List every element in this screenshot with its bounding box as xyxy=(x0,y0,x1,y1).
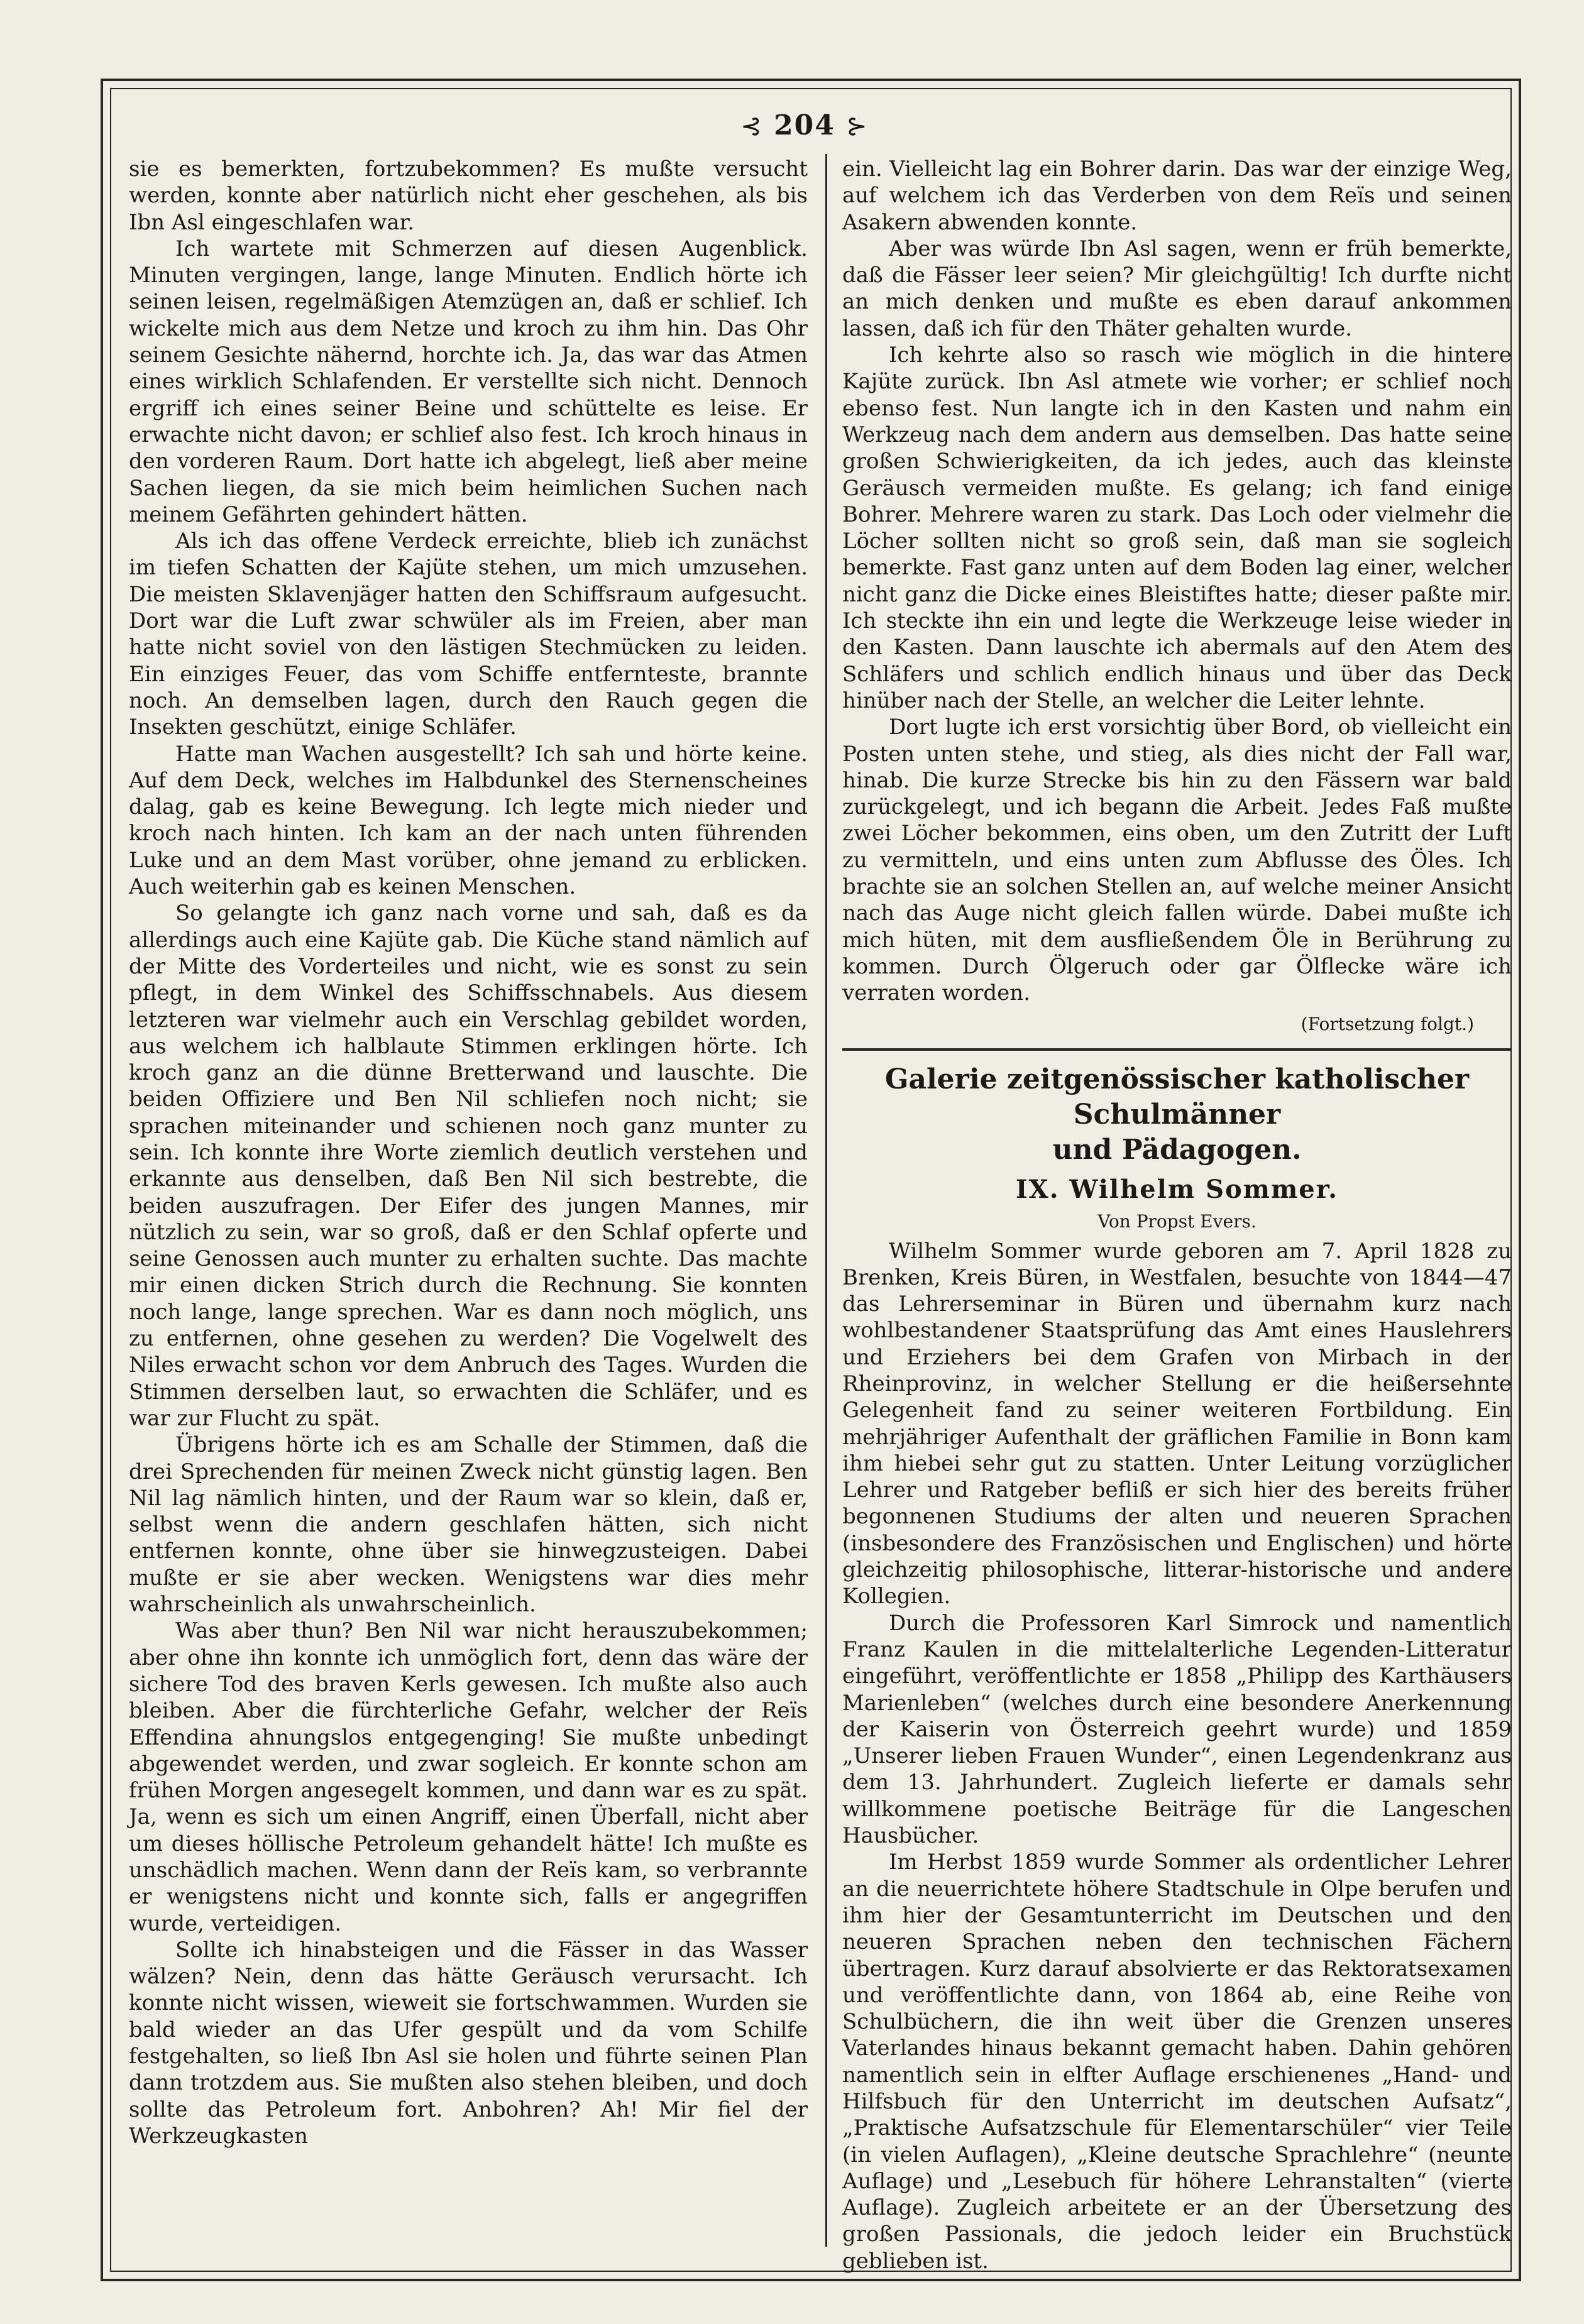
article-title-line1: Galerie zeitgenössischer katholischer Schulmänner xyxy=(884,1063,1470,1131)
article-title-line2: und Pädagogen. xyxy=(1052,1133,1302,1166)
right-paragraph: ein. Vielleicht lag ein Bohrer darin. Das war der einzige Weg, auf welchem ich das Verderben von dem Reïs und seinen Asakern abwenden konnte. xyxy=(842,156,1512,235)
ornament-left-icon: ⊰ xyxy=(740,112,763,141)
left-paragraph: Als ich das offene Verdeck erreichte, blieb ich zunächst im tiefen Schatten der Kajüte stehen, um mich umzusehen. Die meisten Sklavenjäger hatten den Schiffsraum aufgesucht. Dort war die Luft zwar schwüler als im Freien, aber man hatte nicht soviel von den lästigen Stechmücken zu leiden. Ein einziges Feuer, das vom Schiffe entfernteste, brannte noch. An demselben lagen, durch den Rauch gegen die Insekten geschützt, einige Schläfer. xyxy=(129,529,808,740)
article-title xyxy=(842,1062,1512,1168)
left-paragraph: Was aber thun? Ben Nil war nicht herauszubekommen; aber ohne ihn konnte ich unmöglich fort, denn das wäre der sichere Tod des braven Kerls gewesen. Ich mußte also auch bleiben. Aber die fürchterliche Gefahr, welcher der Reïs Effendina ahnungslos entgegenging! Sie mußte unbedingt abgewendet werden, und zwar sogleich. Er konnte schon am frühen Morgen angesegelt kommen, und dann war es zu spät. Ja, wenn es sich um einen Angriff, einen Überfall, nicht aber um dieses höllische Petroleum gehandelt hätte! Ich mußte es unschädlich machen. Wenn dann der Reïs kam, so verbrannte er wenigstens nicht und konnte sich, falls er angegriffen wurde, verteidigen. xyxy=(129,1618,808,1936)
ornament-right-icon: ⊱ xyxy=(846,112,869,141)
article-paragraph: Im Herbst 1859 wurde Sommer als ordentlicher Lehrer an die neuerrichtete höhere Stadtschule in Olpe berufen und ihm hier der Gesamtunterricht im Deutschen und den neueren Sprachen neben den technischen Fächern übertragen. Kurz darauf absolvierte er das Rektoratsexamen und veröffentlichte dann, von 1864 ab, eine Reihe von Schulbüchern, die ihn weit über die Grenzen unseres Vaterlandes hinaus bekannt gemacht haben. Dahin gehören namentlich sein in elfter Auflage erschienenes „Hand- und Hilfsbuch für den Unterricht im deutschen Aufsatz“, „Praktische Aufsatzschule für Elementarschüler“ vier Teile (in vielen Auflagen), „Kleine deutsche Sprachlehre“ (neunte Auflage) und „Lesebuch für höhere Lehranstalten“ (vierte Auflage). Zugleich arbeitete er an der Übersetzung des großen Passionals, die jedoch leider ein Bruchstück geblieben ist. xyxy=(842,1850,1512,2274)
left-paragraph: Ich wartete mit Schmerzen auf diesen Augenblick. Minuten vergingen, lange, lange Minuten. Endlich hörte ich seinen leisen, regelmäßigen Atemzügen an, daß er schlief. Ich wickelte mich aus dem Netze und kroch zu ihm hin. Das Ohr seinem Gesichte nähernd, horchte ich. Ja, das war das Atmen eines wirklich Schlafenden. Er verstellte sich nicht. Dennoch ergriff ich eines seiner Beine und schüttelte es leise. Er erwachte nicht davon; er schlief also fest. Ich kroch hinaus in den vorderen Raum. Dort hatte ich abgelegt, ließ aber meine Sachen liegen, da sie mich beim heimlichen Suchen nach meinem Gefährten gehindert hätten. xyxy=(129,236,808,527)
left-paragraph: Übrigens hörte ich es am Schalle der Stimmen, daß die drei Sprechenden für meinen Zweck nicht günstig lagen. Ben Nil lag nämlich hinten, und der Raum war so klein, daß er, selbst wenn die andern geschlafen hätten, sich nicht entfernen konnte, ohne über sie hinwegzusteigen. Dabei mußte er sie aber wecken. Wenigstens war dies mehr wahrscheinlich als unwahrscheinlich. xyxy=(129,1432,808,1618)
right-paragraph: Dort lugte ich erst vorsichtig über Bord, ob vielleicht ein Posten unten stehe, und stieg, als dies nicht der Fall war, hinab. Die kurze Strecke bis hin zu den Fässern war bald zurückgelegt, und ich begann die Arbeit. Jedes Faß mußte zwei Löcher bekommen, eins oben, um den Zutritt der Luft zu vermitteln, und eins unten zum Abflusse des Öles. Ich brachte sie an solchen Stellen an, auf welche meiner Ansicht nach das Auge nicht gleich fallen würde. Dabei mußte ich mich hüten, mit dem ausfließendem Öle in Berührung zu kommen. Durch Ölgeruch oder gar Ölflecke wäre ich verraten worden. xyxy=(842,715,1512,1006)
article-paragraph: Durch die Professoren Karl Simrock und namentlich Franz Kaulen in die mittelalterliche Legenden-Litteratur eingeführt, veröffentlichte er 1858 „Philipp des Karthäusers Marienleben“ (welches durch eine besondere Anerkennung der Kaiserin von Österreich geehrt wurde) und 1859 „Unserer lieben Frauen Wunder“, einen Legendenkranz aus dem 13. Jahrhundert. Zugleich lieferte er damals sehr willkommene poetische Beiträge für die Langeschen Hausbücher. xyxy=(842,1610,1512,1849)
continuation-note: (Fortsetzung folgt.) xyxy=(1301,1013,1474,1034)
page-number-header xyxy=(704,104,905,148)
left-paragraph: Sollte ich hinabsteigen und die Fässer in das Wasser wälzen? Nein, denn das hätte Geräusch verursacht. Ich konnte nicht wissen, wieweit sie fortschwammen. Wurden sie bald wieder an das Ufer gespült und da vom Schilfe festgehalten, so ließ Ibn Asl sie holen und führte seinen Plan dann trotzdem aus. Sie mußten also stehen bleiben, und doch sollte das Petroleum fort. Anbohren? Ah! Mir fiel der Werkzeugkasten xyxy=(129,1937,808,2149)
page-number: 204 xyxy=(774,109,835,141)
section-rule xyxy=(842,1048,1512,1051)
left-paragraph: sie es bemerkten, fortzubekommen? Es mußte versucht werden, konnte aber natürlich nicht eher geschehen, als bis Ibn Asl eingeschlafen war. xyxy=(129,156,808,235)
left-column xyxy=(129,156,808,2242)
article-subtitle: IX. Wilhelm Sommer. xyxy=(1015,1174,1339,1204)
column-divider xyxy=(825,154,827,2247)
right-paragraph: Aber was würde Ibn Asl sagen, wenn er früh bemerkte, daß die Fässer leer seien? Mir gleichgültig! Ich durfte nicht an mich denken und mußte es eben darauf ankommen lassen, daß ich für den Thäter gehalten wurde. xyxy=(842,236,1512,341)
article-paragraph: Wilhelm Sommer wurde geboren am 7. April 1828 zu Brenken, Kreis Büren, in Westfalen, besuchte von 1844—47 das Lehrerseminar in Büren und übernahm kurz nach wohlbestandener Staatsprüfung das Amt eines Hauslehrers und Erziehers bei dem Grafen von Mirbach in der Rheinprovinz, in welcher Stellung er die heißersehnte Gelegenheit fand zu seiner weiteren Fortbildung. Ein mehrjähriger Aufenthalt der gräflichen Familie in Bonn kam ihm hiebei sehr gut zu statten. Unter Leitung vorzüglicher Lehrer und Ratgeber befliß er sich hier des bereits früher begonnenen Studiums der alten und neueren Sprachen (insbesondere des Französischen und Englischen) und hörte gleichzeitig philosophische, litterar-historische und andere Kollegien. xyxy=(842,1238,1512,1609)
left-paragraph: Hatte man Wachen ausgestellt? Ich sah und hörte keine. Auf dem Deck, welches im Halbdunkel des Sternenscheines dalag, gab es keine Bewegung. Ich legte mich nieder und kroch nach hinten. Ich kam an der nach unten führenden Luke und an dem Mast vorüber, ohne jemand zu erblicken. Auch weiterhin gab es keinen Menschen. xyxy=(129,741,808,900)
right-column xyxy=(842,156,1512,2274)
article-author: Von Propst Evers. xyxy=(1097,1210,1257,1232)
left-paragraph: So gelangte ich ganz nach vorne und sah, daß es da allerdings auch eine Kajüte gab. Die Küche stand nämlich auf der Mitte des Vorderteiles und nicht, wie es sonst zu sein pflegt, in dem Winkel des Schiffsschnabels. Aus diesem letzteren war vielmehr auch ein Verschlag gebildet worden, aus welchem ich halblaute Stimmen erklingen hörte. Ich kroch ganz an die dünne Bretterwand und lauschte. Die beiden Offiziere und Ben Nil schliefen noch nicht; sie sprachen miteinander und schienen noch ganz munter zu sein. Ich konnte ihre Worte ziemlich deutlich verstehen und erkannte aus denselben, daß Ben Nil sich bestrebte, die beiden auszufragen. Der Eifer des jungen Mannes, mir nützlich zu sein, war so groß, daß er den Schlaf opferte und seine Genossen auch munter zu erhalten suchte. Das machte mir einen dicken Strich durch die Rechnung. Sie konnten noch lange, lange sprechen. War es dann noch möglich, uns zu entfernen, ohne gesehen zu werden? Die Vogelwelt des Niles erwacht schon vor dem Anbruch des Tages. Wurden die Stimmen derselben laut, so erwachten die Schläfer, und es war zur Flucht zu spät. xyxy=(129,901,808,1431)
right-paragraph: Ich kehrte also so rasch wie möglich in die hintere Kajüte zurück. Ibn Asl atmete wie vorher; er schlief noch ebenso fest. Nun langte ich in den Kasten und nahm ein Werkzeug nach dem andern aus demselben. Das hatte seine großen Schwierigkeiten, da ich jedes, auch das kleinste Geräusch vermeiden mußte. Es gelang; ich fand einige Bohrer. Mehrere waren zu stark. Das Loch oder vielmehr die Löcher sollten nicht so groß sein, daß man sie sogleich bemerkte. Fast ganz unten auf dem Boden lag einer, welcher nicht ganz die Dicke eines Bleistiftes hatte; dieser paßte mir. Ich steckte ihn ein und legte die Werkzeuge leise wieder in den Kasten. Dann lauschte ich abermals auf den Atem des Schläfers und schlich endlich hinaus und über das Deck hinüber nach der Stelle, an welcher die Leiter lehnte. xyxy=(842,343,1512,713)
